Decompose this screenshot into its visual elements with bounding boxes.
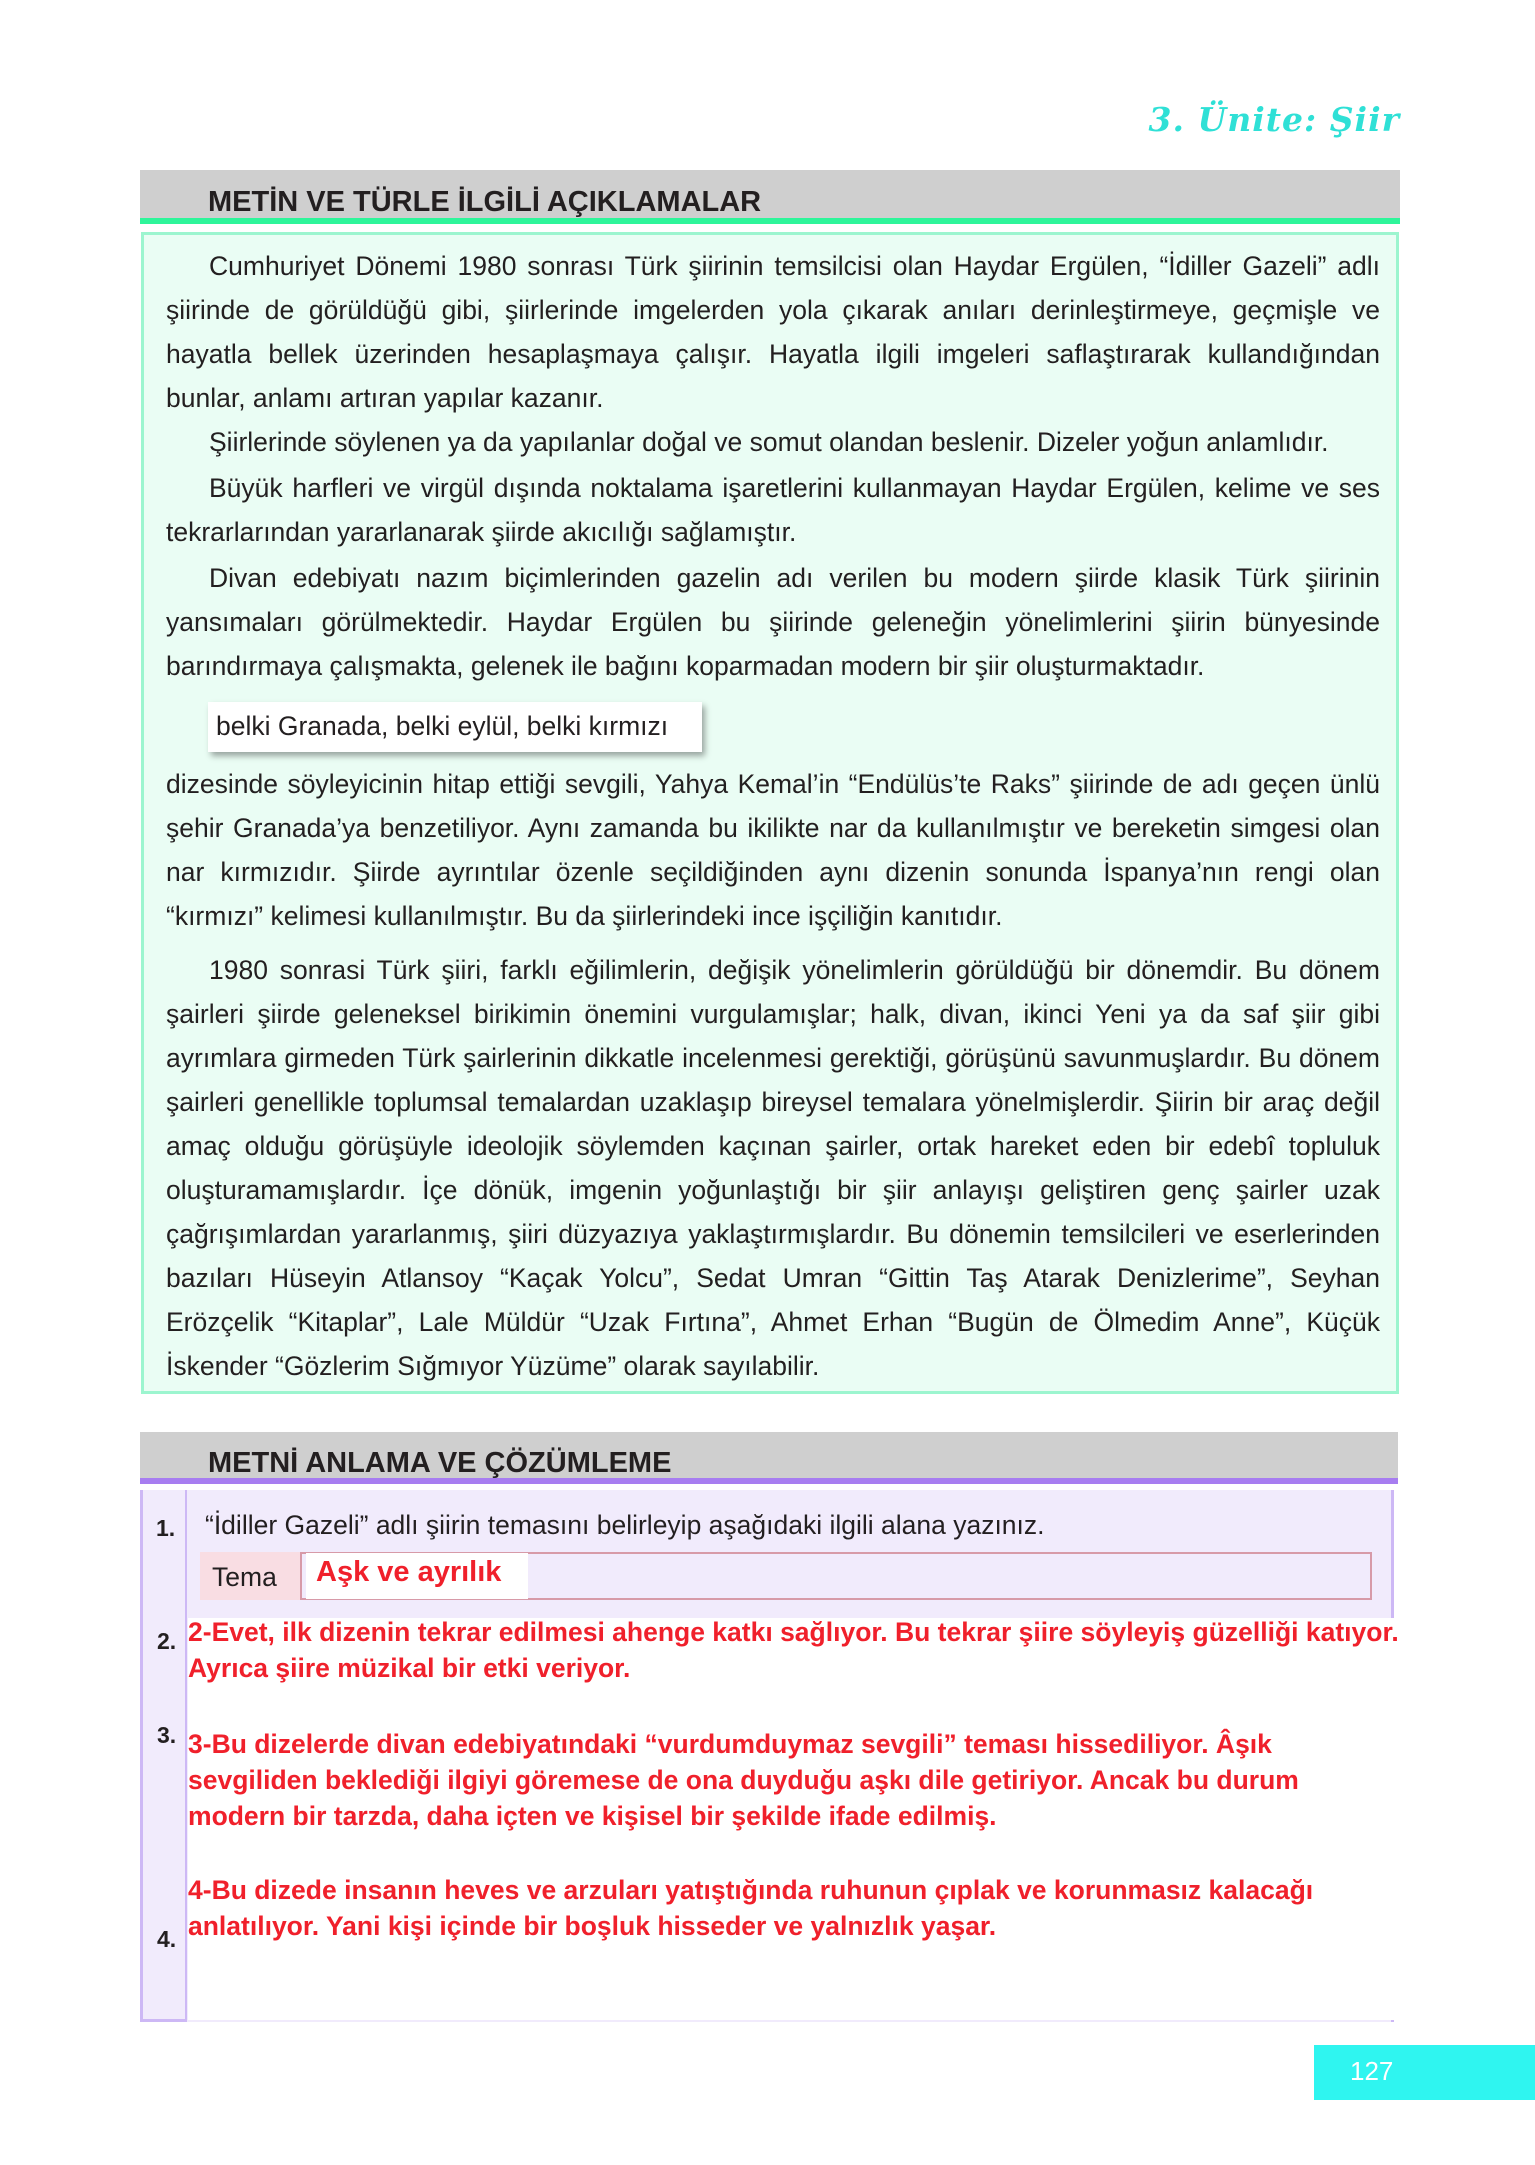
theme-label: Tema (200, 1552, 302, 1600)
question-number-3: 3. (157, 1722, 177, 1748)
quoted-verse: belki Granada, belki eylül, belki kırmızı (208, 702, 702, 752)
answer-4: 4-Bu dizede insanın heves ve arzuları yatıştığında ruhunun çıplak ve korunmasız kalacağı anlatılıyor. Yani kişi içinde bir boşluk hisseder ve yalnızlık yaşar. (188, 1875, 1314, 1941)
page-number: 127 (1314, 2045, 1535, 2100)
section-header-comprehension: METNİ ANLAMA VE ÇÖZÜMLEME (140, 1432, 1398, 1484)
question-number-4: 4. (157, 1926, 177, 1952)
paragraph-3: Büyük harfleri ve virgül dışında noktalama işaretlerini kullanmayan Haydar Ergülen, kelime ve ses tekrarlarından yararlanarak şiirde akıcılığı sağlamıştır. (166, 473, 1380, 547)
section-header-explanations: METİN VE TÜRLE İLGİLİ AÇIKLAMALAR (140, 170, 1400, 224)
unit-title: 3. Ünite: Şiir (1148, 100, 1400, 139)
question-number-2: 2. (157, 1628, 177, 1654)
paragraph-5: dizesinde söyleyicinin hitap ettiği sevgili, Yahya Kemal’in “Endülüs’te Raks” şiirinde de adı geçen ünlü şehir Granada’ya benzetiliyor. Aynı zamanda bu ikilikte nar da kullanılmıştır ve bereketin simgesi olan nar kırmızıdır. Şiirde ayrıntılar özenle seçildiğinden aynı dizenin sonunda İspanya’nın rengi olan “kırmızı” kelimesi kullanılmıştır. Bu da şiirlerindeki ince işçiliğin kanıtıdır. (166, 769, 1380, 931)
paragraph-1: Cumhuriyet Dönemi 1980 sonrası Türk şiirinin temsilcisi olan Haydar Ergülen, “İdiller Gazeli” adlı şiirinde de görüldüğü gibi, şiirlerinde imgelerden yola çıkarak anıları derinleştirmeye, geçmişle ve hayatla bellek üzerinden hesaplaşmaya çalışır. Hayatla ilgili imgeleri saflaştırarak kullandığından bunlar, anlamı artıran yapılar kazanır. (166, 251, 1380, 413)
answer-2: 2-Evet, ilk dizenin tekrar edilmesi ahenge katkı sağlıyor. Bu tekrar şiire söyleyiş güzelliği katıyor. Ayrıca şiire müzikal bir etki veriyor. (188, 1617, 1399, 1683)
paragraph-2: Şiirlerinde söylenen ya da yapılanlar doğal ve somut olandan beslenir. Dizeler yoğun anlamlıdır. (209, 427, 1329, 457)
question-number-1: 1. (156, 1515, 176, 1541)
answer-3: 3-Bu dizelerde divan edebiyatındaki “vurdumduymaz sevgili” teması hissediliyor. Âşık sevgiliden beklediği ilgiyi göremese de ona duyduğu aşkı dile getiriyor. Ancak bu durum modern bir tarzda, daha içten ve kişisel bir şekilde ifade edilmiş. (188, 1729, 1299, 1831)
paragraph-4: Divan edebiyatı nazım biçimlerinden gazelin adı verilen bu modern şiirde klasik Türk şiirinin yansımaları görülmektedir. Haydar Ergülen bu şiirinde geleneğin yönelimlerini şiirin bünyesinde barındırmaya çalışmakta, gelenek ile bağını koparmadan modern bir şiir oluşturmaktadır. (166, 563, 1380, 681)
question-1-text: “İdiller Gazeli” adlı şiirin temasını belirleyip aşağıdaki ilgili alana yazınız. (205, 1510, 1045, 1540)
paragraph-6: 1980 sonrasi Türk şiiri, farklı eğilimlerin, değişik yönelimlerin görüldüğü bir dönemdir. Bu dönem şairleri şiirde geleneksel birikimin önemini vurgulamışlar; halk, divan, ikinci Yeni ya da saf şiir gibi ayrımlara girmeden Türk şairlerinin dikkatle incelenmesi gerektiği, görüşünü savunmuşlardır. Bu dönem şairleri genellikle toplumsal temalardan uzaklaşıp bireysel temalara yönelmişlerdir. Şiirin bir araç değil amaç olduğu görüşüyle ideolojik söylemden kaçınan şairler, ortak hareket eden bir edebî topluluk oluşturamamışlardır. İçe dönük, imgenin yoğunlaştığı bir şiir anlayışı geliştiren genç şairler uzak çağrışımlardan yararlanmış, şiiri düzyazıya yaklaştırmışlardır. Bu dönemin temsilcileri ve eserlerinden bazıları Hüseyin Atlansoy “Kaçak Yolcu”, Sedat Umran “Gittin Taş Atarak Denizlerime”, Seyhan Erözçelik “Kitaplar”, Lale Müldür “Uzak Fırtına”, Ahmet Erhan “Bugün de Ölmedim Anne”, Küçük İskender “Gözlerim Sığmıyor Yüzüme” olarak sayılabilir. (166, 955, 1380, 1381)
theme-answer[interactable]: Aşk ve ayrılık (306, 1553, 528, 1599)
